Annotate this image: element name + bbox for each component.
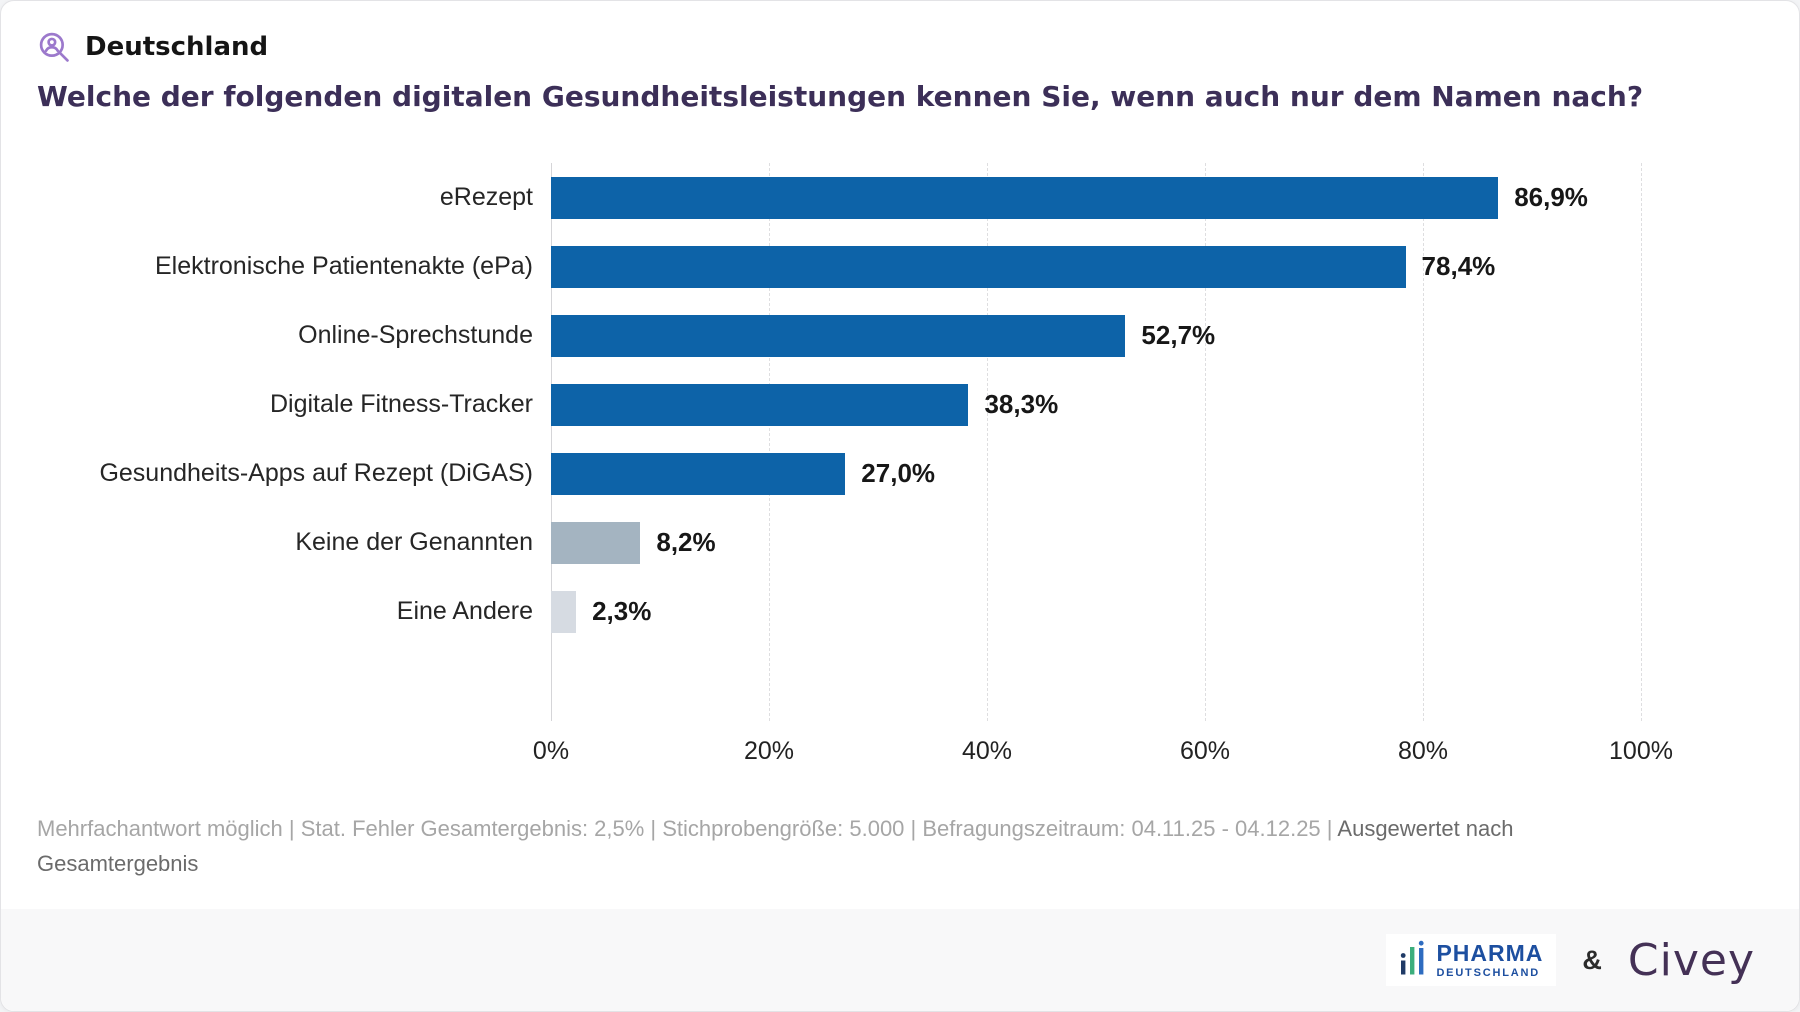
category-label: Gesundheits-Apps auf Rezept (DiGAS) xyxy=(99,459,533,488)
chart-row xyxy=(37,439,1763,508)
bar xyxy=(551,315,1125,357)
pharma-logo-text xyxy=(1436,939,1544,979)
x-tick-label: 100% xyxy=(1609,737,1673,766)
pharma-logo-line2: DEUTSCHLAND xyxy=(1436,966,1540,979)
chart-row xyxy=(37,301,1763,370)
chart-row xyxy=(37,163,1763,232)
chart-row xyxy=(37,508,1763,577)
x-tick-label: 0% xyxy=(532,737,570,766)
value-label: 78,4% xyxy=(1421,251,1496,282)
bar-track xyxy=(551,453,1763,495)
chart-row xyxy=(37,370,1763,439)
value-label: 2,3% xyxy=(592,596,652,627)
bar-track xyxy=(551,315,1763,357)
methodology-footnote xyxy=(37,811,1707,881)
x-tick-label: 40% xyxy=(961,737,1013,766)
bar xyxy=(551,246,1406,288)
bar-track xyxy=(551,384,1763,426)
category-label: Keine der Genannten xyxy=(295,528,533,557)
bar xyxy=(551,177,1498,219)
value-label: 86,9% xyxy=(1514,182,1588,213)
region-label: Deutschland xyxy=(85,32,269,62)
category-label: Eine Andere xyxy=(396,597,533,626)
person-search-icon xyxy=(37,30,71,64)
category-label: Online-Sprechstunde xyxy=(298,321,533,350)
bar-track xyxy=(551,522,1763,564)
x-tick-label: 60% xyxy=(1179,737,1231,766)
category-label: eRezept xyxy=(439,183,533,212)
pharma-logo-bars-icon xyxy=(1399,940,1427,980)
bar-track xyxy=(551,177,1763,219)
bar xyxy=(551,591,576,633)
pharma-deutschland-logo xyxy=(1386,934,1556,986)
footnote-emphasis-text: Ausgewertet nach xyxy=(1337,816,1514,842)
ampersand: & xyxy=(1582,944,1602,975)
pharma-logo-line1: PHARMA xyxy=(1436,939,1544,966)
category-label: Elektronische Patientenakte (ePa) xyxy=(155,252,533,281)
bar xyxy=(551,522,640,564)
bar-track xyxy=(551,246,1763,288)
value-label: 52,7% xyxy=(1141,320,1216,351)
chart-row xyxy=(37,577,1763,646)
footnote-muted-text: Mehrfachantwort möglich | Stat. Fehler Gesamtergebnis: 2,5% | Stichprobengröße: 5.000 | Befragungszeitraum: 04.11.25 - 04.12.25 | xyxy=(37,816,1333,842)
branding-footer xyxy=(1,909,1799,1011)
bar xyxy=(551,453,845,495)
chart-row xyxy=(37,232,1763,301)
footnote-emphasis-text: Gesamtergebnis xyxy=(37,851,199,877)
x-tick-label: 20% xyxy=(743,737,795,766)
bar-track xyxy=(551,591,1763,633)
civey-logo: Civey xyxy=(1627,934,1755,986)
bar xyxy=(551,384,968,426)
card-header xyxy=(37,27,1763,67)
value-label: 8,2% xyxy=(656,527,716,558)
page-title: Welche der folgenden digitalen Gesundheitsleistungen kennen Sie, wenn auch nur dem Namen nach? xyxy=(37,80,1644,113)
value-label: 27,0% xyxy=(861,458,936,489)
bar-chart xyxy=(37,163,1763,795)
category-label: Digitale Fitness-Tracker xyxy=(269,390,533,419)
value-label: 38,3% xyxy=(984,389,1059,420)
x-tick-label: 80% xyxy=(1397,737,1449,766)
